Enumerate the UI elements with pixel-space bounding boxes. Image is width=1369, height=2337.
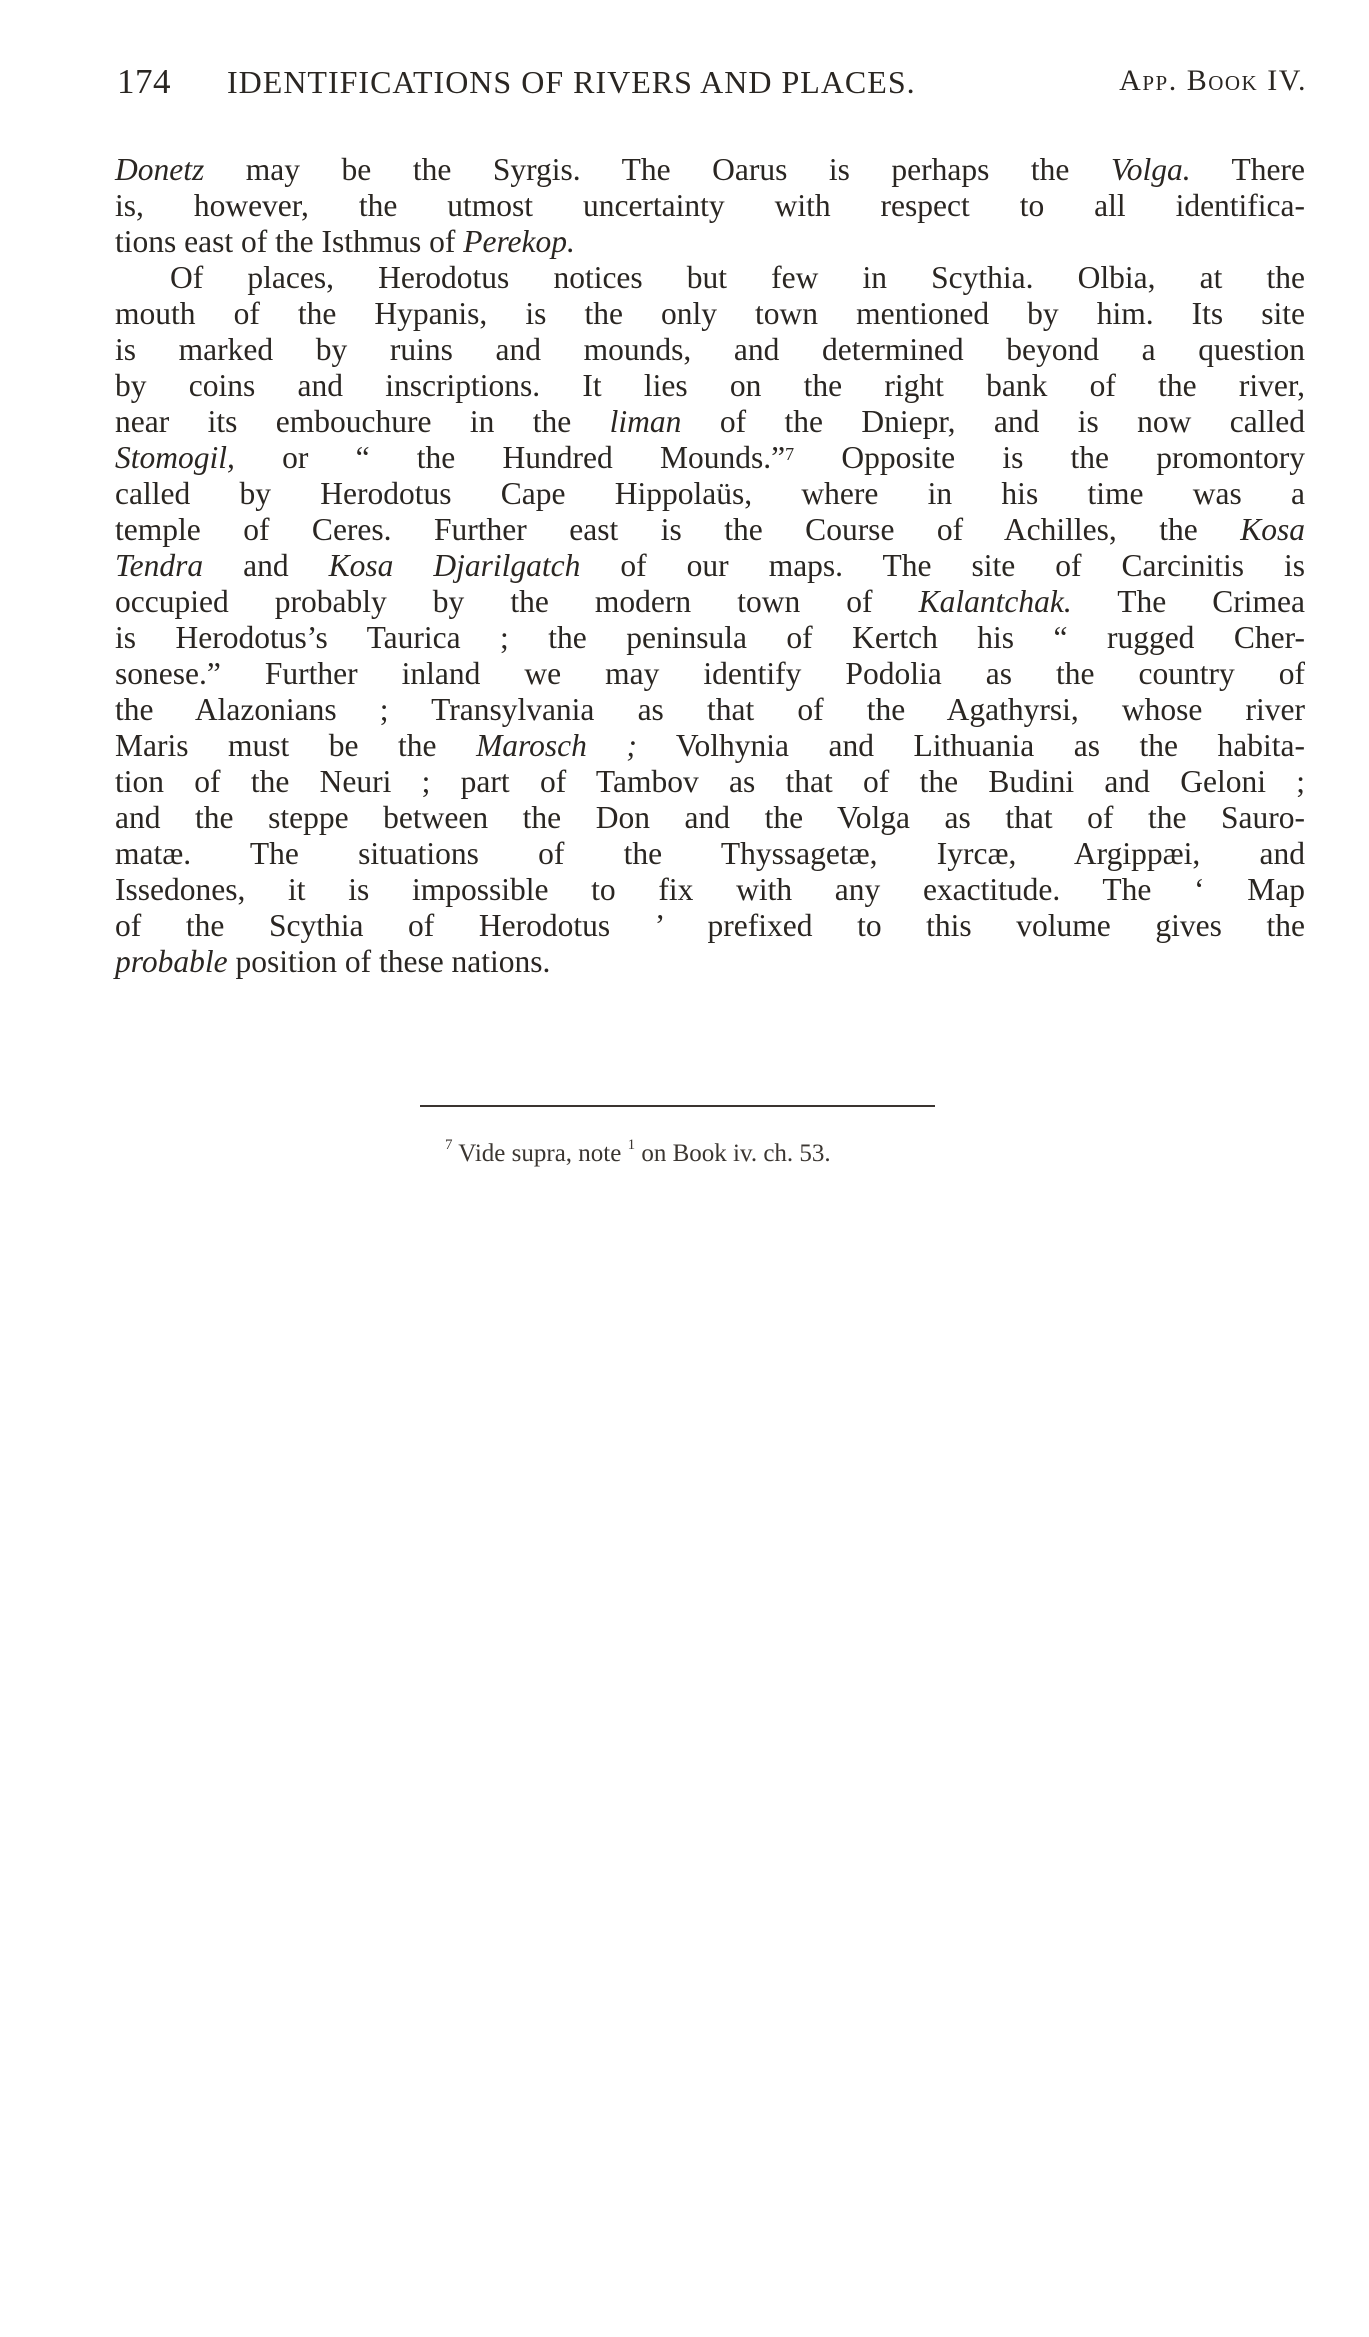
place-name: Marosch ; — [476, 728, 637, 763]
text-line: is Herodotus’s Taurica ; the peninsula of Kertch his “ rugged Cher- — [115, 620, 1305, 655]
text-line: of the Scythia of Herodotus ’ prefixed to this volume gives the — [115, 908, 1305, 943]
text-line: by coins and inscriptions. It lies on the right bank of the river, — [115, 368, 1305, 403]
emphasis: probable — [115, 944, 228, 979]
text-line: Tendra and Kosa Djarilgatch of our maps. The site of Carcinitis is — [115, 548, 1305, 583]
footnote-number: 7 — [445, 1137, 453, 1153]
body-text — [115, 152, 1305, 980]
place-name: Kosa — [1240, 512, 1305, 547]
text-line: tions east of the Isthmus of Perekop. — [115, 224, 575, 259]
text-line: called by Herodotus Cape Hippolaüs, where in his time was a — [115, 476, 1305, 511]
footnote-divider — [420, 1105, 935, 1107]
text-line: temple of Ceres. Further east is the Course of Achilles, the Kosa — [115, 512, 1305, 547]
text-line: is marked by ruins and mounds, and determined beyond a question — [115, 332, 1305, 367]
term: liman — [609, 404, 682, 439]
page-number: 174 — [117, 62, 171, 101]
place-name: Tendra — [115, 548, 204, 583]
place-name: Volga. — [1110, 152, 1191, 187]
text-line: the Alazonians ; Transylvania as that of the Agathyrsi, whose river — [115, 692, 1305, 727]
book-reference: App. Book IV. — [1119, 64, 1307, 97]
text-line: and the steppe between the Don and the Volga as that of the Sauro- — [115, 800, 1305, 835]
text-line: matæ. The situations of the Thyssagetæ, Iyrcæ, Argippæi, and — [115, 836, 1305, 871]
text-line: Issedones, it is impossible to fix with any exactitude. The ‘ Map — [115, 872, 1305, 907]
running-head — [117, 62, 1307, 112]
place-name: Donetz — [115, 152, 205, 187]
text-line: occupied probably by the modern town of Kalantchak. The Crimea — [115, 584, 1305, 619]
text-line: is, however, the utmost uncertainty with respect to all identifica- — [115, 188, 1305, 223]
text-line: Donetz may be the Syrgis. The Oarus is perhaps the Volga. There — [115, 152, 1306, 187]
place-name: Stomogil, — [115, 440, 235, 475]
text-line: tion of the Neuri ; part of Tambov as that of the Budini and Geloni ; — [115, 764, 1305, 799]
text-line: near its embouchure in the liman of the Dniepr, and is now called — [115, 404, 1305, 439]
place-name: Kalantchak. — [918, 584, 1072, 619]
paragraph-start: Of places, Herodotus notices but few in Scythia. Olbia, at the — [170, 260, 1305, 295]
text-line: Maris must be the Marosch ; Volhynia and Lithuania as the habita- — [115, 728, 1306, 763]
place-name: Perekop. — [463, 224, 575, 259]
text-line: sonese.” Further inland we may identify Podolia as the country of — [115, 656, 1305, 691]
text-line: probable position of these nations. — [115, 944, 551, 979]
footnote-marker: 7 — [785, 444, 795, 464]
running-title: IDENTIFICATIONS OF RIVERS AND PLACES. — [227, 64, 916, 100]
text-line: Stomogil, or “ the Hundred Mounds.”$^7$ Opposite is the promontory — [115, 440, 1306, 475]
place-name: Kosa Djarilgatch — [328, 548, 581, 583]
footnote-ref: 1 — [627, 1137, 636, 1153]
text-line: mouth of the Hypanis, is the only town mentioned by him. Its site — [115, 296, 1305, 331]
footnote: $^7$ Vide supra, note $^1$ on Book iv. ch. 53. — [445, 1137, 831, 1167]
